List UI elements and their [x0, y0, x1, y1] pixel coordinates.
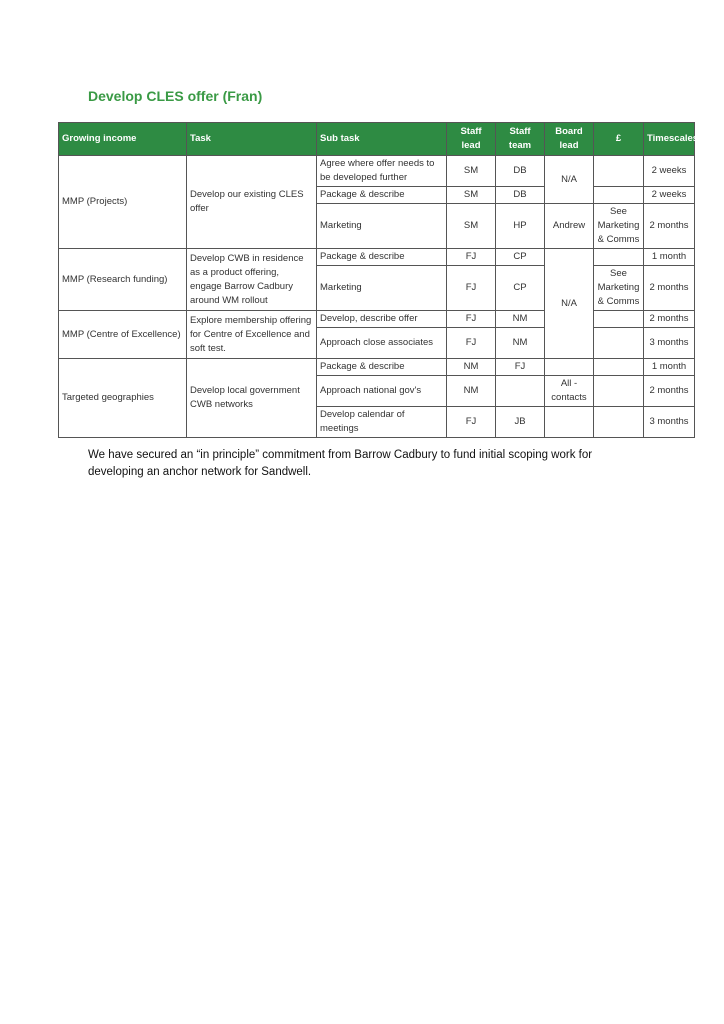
- table-header-row: [59, 123, 695, 156]
- task-cell: Develop our existing CLES offer: [187, 156, 317, 249]
- header-task: Task: [187, 123, 317, 156]
- board-lead-cell: N/A: [545, 156, 594, 204]
- timescale-cell: 2 months: [644, 204, 695, 249]
- staff-team-cell: NM: [496, 311, 545, 328]
- cost-cell: [594, 249, 644, 266]
- growing-income-cell: Targeted geographies: [59, 359, 187, 438]
- staff-lead-cell: FJ: [447, 249, 496, 266]
- cost-cell: [594, 328, 644, 359]
- sub-task-cell: Package & describe: [317, 359, 447, 376]
- sub-task-cell: Develop calendar of meetings: [317, 407, 447, 438]
- staff-lead-cell: FJ: [447, 266, 496, 311]
- cost-cell: [594, 407, 644, 438]
- table-row: [59, 249, 695, 266]
- plan-table: [58, 122, 699, 438]
- table-row: [59, 359, 695, 376]
- cost-cell: [594, 187, 644, 204]
- timescale-cell: 1 month: [644, 359, 695, 376]
- task-cell: Develop CWB in residence as a product offering, engage Barrow Cadbury around WM rollout: [187, 249, 317, 311]
- staff-team-cell: JB: [496, 407, 545, 438]
- board-lead-cell: [545, 407, 594, 438]
- timescale-cell: 2 months: [644, 266, 695, 311]
- staff-lead-cell: NM: [447, 359, 496, 376]
- header-staff-lead: Staff lead: [447, 123, 496, 156]
- task-cell: Explore membership offering for Centre of Excellence and soft test.: [187, 311, 317, 359]
- board-lead-cell: [545, 359, 594, 376]
- timescale-cell: 1 month: [644, 249, 695, 266]
- header-cost: £: [594, 123, 644, 156]
- sub-task-cell: Package & describe: [317, 187, 447, 204]
- sub-task-cell: Marketing: [317, 266, 447, 311]
- staff-team-cell: CP: [496, 249, 545, 266]
- staff-lead-cell: FJ: [447, 407, 496, 438]
- task-cell: Develop local government CWB networks: [187, 359, 317, 438]
- staff-lead-cell: FJ: [447, 311, 496, 328]
- timescale-cell: 2 weeks: [644, 156, 695, 187]
- funding-note: We have secured an “in principle” commitment from Barrow Cadbury to fund initial scoping work for developing an anchor network for Sandwell.: [88, 449, 593, 478]
- staff-lead-cell: SM: [447, 204, 496, 249]
- staff-team-cell: DB: [496, 187, 545, 204]
- page-title: Develop CLES offer (Fran): [88, 88, 263, 104]
- cost-cell: [594, 311, 644, 328]
- staff-lead-cell: FJ: [447, 328, 496, 359]
- sub-task-cell: Develop, describe offer: [317, 311, 447, 328]
- staff-team-cell: CP: [496, 266, 545, 311]
- table-row: [59, 156, 695, 187]
- board-lead-cell: Andrew: [545, 204, 594, 249]
- staff-team-cell: [496, 376, 545, 407]
- staff-team-cell: NM: [496, 328, 545, 359]
- growing-income-cell: MMP (Centre of Excellence): [59, 311, 187, 359]
- table-row: [59, 311, 695, 328]
- timescale-cell: 2 months: [644, 376, 695, 407]
- growing-income-cell: MMP (Projects): [59, 156, 187, 249]
- growing-income-cell: MMP (Research funding): [59, 249, 187, 311]
- staff-team-cell: HP: [496, 204, 545, 249]
- timescale-cell: 3 months: [644, 407, 695, 438]
- staff-lead-cell: SM: [447, 187, 496, 204]
- header-board-lead: Board lead: [545, 123, 594, 156]
- cost-cell: See Marketing & Comms: [594, 266, 644, 311]
- header-staff-team: Staff team: [496, 123, 545, 156]
- cost-cell: [594, 376, 644, 407]
- sub-task-cell: Package & describe: [317, 249, 447, 266]
- staff-lead-cell: SM: [447, 156, 496, 187]
- timescale-cell: 2 months: [644, 311, 695, 328]
- cost-cell: See Marketing & Comms: [594, 204, 644, 249]
- sub-task-cell: Approach close associates: [317, 328, 447, 359]
- sub-task-cell: Marketing: [317, 204, 447, 249]
- sub-task-cell: Agree where offer needs to be developed further: [317, 156, 447, 187]
- staff-team-cell: FJ: [496, 359, 545, 376]
- staff-team-cell: DB: [496, 156, 545, 187]
- board-lead-cell: All - contacts: [545, 376, 594, 407]
- header-sub-task: Sub task: [317, 123, 447, 156]
- header-growing-income: Growing income: [59, 123, 187, 156]
- board-lead-cell: N/A: [545, 249, 594, 359]
- cost-cell: [594, 156, 644, 187]
- timescale-cell: 3 months: [644, 328, 695, 359]
- timescale-cell: 2 weeks: [644, 187, 695, 204]
- cost-cell: [594, 359, 644, 376]
- staff-lead-cell: NM: [447, 376, 496, 407]
- header-timescales: Timescales: [644, 123, 695, 156]
- sub-task-cell: Approach national gov's: [317, 376, 447, 407]
